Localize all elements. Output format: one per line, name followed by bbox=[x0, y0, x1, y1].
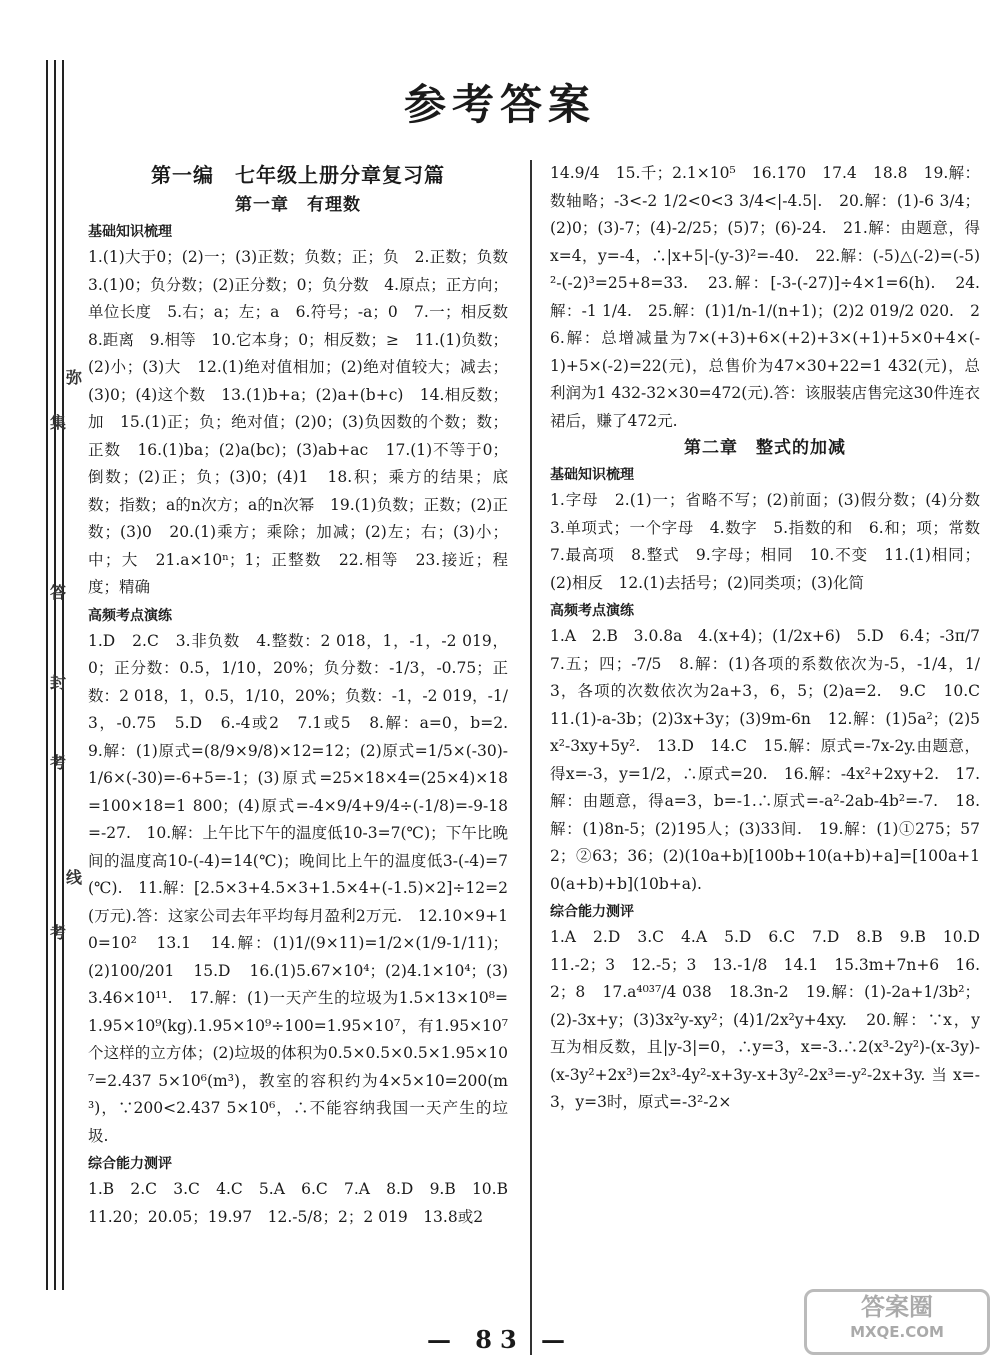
binding-char: 答 bbox=[50, 583, 67, 602]
binding-char: 弥 bbox=[66, 368, 83, 387]
binding-char: 线 bbox=[66, 868, 83, 887]
section-title-basic: 基础知识梳理 bbox=[88, 224, 172, 240]
answers-continued: 14.9/4 15.千；2.1×10⁵ 16.170 17.4 18.8 19.解：数轴略；-3<-2 1/2<0<3 3/4<|-4.5|. 20.解：(1)-6 3/4；(2)0；(3)-7；(4)-2/25；(5)7；(6)-24. 21.解：由题意，得x=4，y=-4，∴|x+5|-(y-3)²=-40. 22.解：(-5)△(-2)=(-5)²-(-2)³=25+8=33. 23.解：[-3-(-27)]÷4×1=6(h). 24.解：-1 1/4. 25.解：(1)1/n-1/(n+1)；(2)2 019/2 020. 26.解：总增减量为7×(+3)+6×(+2)+3×(+1)+5×0+4×(-1)+5×(-2)=22(元)，总售价为47×30+22=1 432(元)，总利润为1 432-32×30=472(元).答：该服装店售完这30件连衣裙后，赚了472元. bbox=[550, 164, 980, 430]
watermark-cn: 答案圈 bbox=[861, 1293, 933, 1321]
answers-comprehensive: 1.A 2.D 3.C 4.A 5.D 6.C 7.D 8.B 9.B 10.D 11.-2；3 12.-5；3 13.-1/8 14.1 15.3m+7n+6 16.2；8 17.a⁴⁰³⁷/4 038 18.3n-2 19.解：(1)-2a+1/3b²；(2)-3x+y；(3)3x²y-xy²；(4)1/2x²y+4xy. 20.解：∵x，y互为相反数，且|y-3|=0，∴y=3，x=-3.∴2(x³-2y²)-(x-3y)-(x-3y²+2x³)=2x³-4y²-x+3y-x+3y²-2x³=-y²-2x+3y.当x=-3，y=3时，原式=-3²-2× bbox=[550, 928, 996, 1111]
answers-high-frequency: 1.D 2.C 3.非负数 4.整数：2 018，1，-1，-2 019，0；正分数：0.5，1/10，20%；负分数：-1/3，-0.75；正数：2 018，1，0.5，1/10，20%；负数：-1，-2 019，-1/3，-0.75 5.D 6.-4或2 7.1或5 8.解：a=0，b=2. 9.解：(1)原式=(8/9×9/8)×12=12；(2)原式=1/5×(-30)-1/6×(-30)=-6+5=-1；(3)原式=25×18×4=(25×4)×18=100×18=1 800；(4)原式=-4×9/4+9/4÷(-1/8)=-9-18=-27. 10.解：上午比下午的温度低10-3=7(℃)；下午比晚间的温度高10-(-4)=14(℃)；晚间比上午的温度低3-(-4)=7(℃). 11.解：[2.5×3+4.5×3+1.5×4+(-1.5)×2]÷12=2(万元).答：这家公司去年平均每月盈利2万元. 12.10×9+10=10² 13.1 14.解：(1)1/(9×11)=1/2×(1/9-1/11)；(2)100/201 15.D 16.(1)5.67×10⁴；(2)4.1×10⁴；(3)3.46×10¹¹. 17.解：(1)一天产生的垃圾为1.5×13×10⁸=1.95×10⁹(kg).1.95×10⁹÷100=1.95×10⁷，有1.95×10⁷个这样的立方体；(2)垃圾的体积为0.5×0.5×0.5×1.95×10⁷=2.437 5×10⁶(m³)，教室的容积约为4×5×10=200(m³)，∵200<2.437 5×10⁶，∴不能容纳我国一天产生的垃圾. bbox=[88, 631, 524, 1145]
answers-basic: 1.字母 2.(1)一；省略不写；(2)前面；(3)假分数；(4)分数 3.单项式；一个字母 4.数字 5.指数的和 6.和；项；常数 7.最高项 8.整式 9.字母；相同 10.不变 11.(1)相同；(2)相反 12.(1)去括号；(2)同类项；(3)化简 bbox=[550, 491, 996, 592]
answers-high-frequency: 1.A 2.B 3.0.8a 4.(x+4)；(1/2x+6) 5.D 6.4；-3π/7 7.五；四；-7/5 8.解：(1)各项的系数依次为-5，-1/4，1/3，各项的次数依次为2a+3，6，5；(2)a=2. 9.C 10.C 11.(1)-a-3b；(2)3x+3y；(3)9m-6n 12.解：(1)5a²；(2)5x²-3xy+5y². 13.D 14.C 15.解：原式=-7x-2y.由题意，得x=-3，y=1/2，∴原式=20. 16.解：-4x²+2xy+2. 17.解：由题意，得a=3，b=-1.∴原式=-a²-2ab-4b²=-7. 18.解：(1)8n-5；(2)195人；(3)33间. 19.解：(1)①275；572；②63；36；(2)(10a+b)[100b+10(a+b)+a]=[100a+10(a+b)+b](10b+a). bbox=[550, 627, 996, 893]
binding-char: 考 bbox=[50, 753, 67, 772]
section-title-high-frequency: 高频考点演练 bbox=[550, 603, 634, 619]
section-title-comprehensive: 综合能力测评 bbox=[550, 904, 634, 920]
binding-char: 集 bbox=[50, 413, 67, 432]
right-column bbox=[550, 160, 996, 1117]
binding-char: 考 bbox=[50, 923, 67, 942]
section-title-basic: 基础知识梳理 bbox=[550, 467, 634, 483]
section-title-high-frequency: 高频考点演练 bbox=[88, 607, 172, 624]
chapter-title: 第一章 有理数 bbox=[235, 195, 361, 215]
binding-char: 封 bbox=[50, 673, 67, 692]
watermark-en: MXQE.COM bbox=[850, 1323, 944, 1341]
watermark-logo bbox=[804, 1289, 990, 1355]
binding-line bbox=[46, 60, 48, 1290]
binding-margin bbox=[0, 0, 83, 1361]
page-number: — 83 — bbox=[426, 1325, 574, 1354]
answers-basic: 1.(1)大于0；(2)一；(3)正数；负数；正；负 2.正数；负数 3.(1)0；负分数；(2)正分数；0；负分数 4.原点；正方向；单位长度 5.右；a；左；a 6.符号；-a；0 7.一；相反数 8.距离 9.相等 10.它本身；0；相反数；≥ 11.(1)负数；(2)小；(3)大 12.(1)绝对值相加；(2)绝对值较大；减去；(3)0；(4)这个数 13.(1)b+a；(2)a+(b+c) 14.相反数；加 15.(1)正；负；绝对值；(2)0；(3)负因数的个数；数；正数 16.(1)ba；(2)a(bc)；(3)ab+ac 17.(1)不等于0；倒数；(2)正；负；(3)0；(4)1 18.积；乘方的结果；底数；指数；a的n次方；a的n次幂 19.(1)负数；正数；(2)正数；(3)0 20.(1)乘方；乘除；加减；(2)左；右；(3)小；中；大 21.a×10ⁿ；1；正整数 22.相等 23.接近；程度；精确 bbox=[88, 248, 524, 596]
column-divider bbox=[530, 160, 532, 1355]
section-title-comprehensive: 综合能力测评 bbox=[88, 1156, 172, 1172]
page-title: 参考答案 bbox=[403, 80, 596, 129]
answers-comprehensive: 1.B 2.C 3.C 4.C 5.A 6.C 7.A 8.D 9.B 10.B 11.20；20.05；19.97 12.-5/8；2；2 019 13.8或2 bbox=[88, 1180, 524, 1226]
chapter-title: 第二章 整式的加减 bbox=[684, 438, 846, 458]
part-title: 第一编 七年级上册分章复习篇 bbox=[151, 163, 445, 187]
left-column bbox=[88, 160, 524, 1231]
page-number-value: 83 bbox=[475, 1325, 525, 1354]
